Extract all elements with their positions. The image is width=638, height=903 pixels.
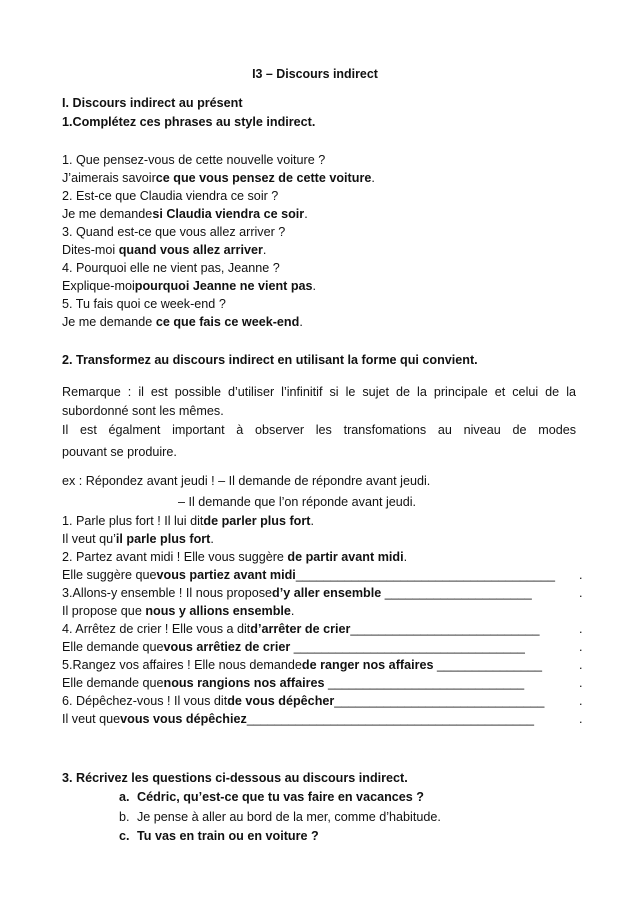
- section3-heading: 3. Récrivez les questions ci-dessous au discours indirect.: [62, 771, 408, 785]
- s2-row-11-period: .: [579, 694, 583, 708]
- remark-line-1: Remarque : il est possible d’utiliser l’infinitif si le sujet de la principale et celui de la: [62, 385, 576, 399]
- remark-line-4: pouvant se produire.: [62, 445, 177, 459]
- s2-row-1: 1. Parle plus fort ! Il lui ditde parler plus fort.: [62, 514, 314, 528]
- answer-blank: _____________________________________: [295, 568, 555, 582]
- s1-question-3: 3. Quand est-ce que vous allez arriver ?: [62, 225, 286, 239]
- s2-row-5: 3.Allons-y ensemble ! Il nous proposed’y aller ensemble _____________________: [62, 586, 532, 600]
- s1-answer-1: J’aimerais savoirce que vous pensez de cette voiture.: [62, 171, 375, 185]
- s1-question-5: 5. Tu fais quoi ce week-end ?: [62, 297, 226, 311]
- s2-row-6: Il propose que nous y allions ensemble.: [62, 604, 295, 618]
- s3-item-b-marker: b.: [119, 810, 130, 824]
- answer-blank: _______________: [433, 658, 543, 672]
- s3-item-c: Tu vas en train ou en voiture ?: [137, 829, 319, 843]
- section1-instruction: 1.Complétez ces phrases au style indirect.: [62, 115, 316, 129]
- section1-heading: I. Discours indirect au présent: [62, 96, 243, 110]
- s2-row-12-period: .: [579, 712, 583, 726]
- example-line-2: – Il demande que l’on réponde avant jeudi.: [178, 495, 417, 509]
- s3-item-b: Je pense à aller au bord de la mer, comme d’habitude.: [137, 810, 441, 824]
- s1-answer-4: Explique-moipourquoi Jeanne ne vient pas.: [62, 279, 317, 293]
- remark-line-2: subordonné sont les mêmes.: [62, 404, 224, 418]
- s1-answer-5: Je me demande ce que fais ce week-end.: [62, 315, 303, 329]
- s2-row-10-period: .: [579, 676, 583, 690]
- s1-question-2: 2. Est-ce que Claudia viendra ce soir ?: [62, 189, 279, 203]
- s2-row-8-period: .: [579, 640, 583, 654]
- remark-line-3: Il est égalment important à observer les transfomations au niveau de modes: [62, 423, 576, 437]
- example-line-1: ex : Répondez avant jeudi ! – Il demande de répondre avant jeudi.: [62, 474, 431, 488]
- s3-item-a: Cédric, qu’est-ce que tu vas faire en vacances ?: [137, 790, 424, 804]
- s1-answer-2: Je me demandesi Claudia viendra ce soir.: [62, 207, 308, 221]
- section2-heading: 2. Transformez au discours indirect en utilisant la forme qui convient.: [62, 353, 478, 367]
- s2-row-11: 6. Dépêchez-vous ! Il vous ditde vous dépêcher______________________________: [62, 694, 545, 708]
- page-title: I3 – Discours indirect: [252, 67, 378, 81]
- s2-row-4-period: .: [579, 568, 583, 582]
- answer-blank: _____________________: [381, 586, 532, 600]
- s2-row-9: 5.Rangez vos affaires ! Elle nous demandede ranger nos affaires _______________: [62, 658, 543, 672]
- s2-row-7: 4. Arrêtez de crier ! Elle vous a ditd’arrêter de crier___________________________: [62, 622, 540, 636]
- answer-blank: ______________________________: [334, 694, 545, 708]
- s1-question-1: 1. Que pensez-vous de cette nouvelle voiture ?: [62, 153, 326, 167]
- s2-row-8: Elle demande quevous arrêtiez de crier _________________________________: [62, 640, 525, 654]
- s1-question-4: 4. Pourquoi elle ne vient pas, Jeanne ?: [62, 261, 280, 275]
- s2-row-12: Il veut quevous vous dépêchiez_________________________________________: [62, 712, 534, 726]
- answer-blank: _________________________________: [290, 640, 525, 654]
- s3-item-c-marker: c.: [119, 829, 130, 843]
- s1-answer-3: Dites-moi quand vous allez arriver.: [62, 243, 267, 257]
- s2-row-2: Il veut qu’il parle plus fort.: [62, 532, 214, 546]
- s2-row-10: Elle demande quenous rangions nos affaires ____________________________: [62, 676, 525, 690]
- s2-row-9-period: .: [579, 658, 583, 672]
- s2-row-3: 2. Partez avant midi ! Elle vous suggère de partir avant midi.: [62, 550, 408, 564]
- answer-blank: _________________________________________: [246, 712, 534, 726]
- s2-row-7-period: .: [579, 622, 583, 636]
- answer-blank: ___________________________: [350, 622, 540, 636]
- s2-row-5-period: .: [579, 586, 583, 600]
- s2-row-4: Elle suggère quevous partiez avant midi_____________________________________: [62, 568, 555, 582]
- s3-item-a-marker: a.: [119, 790, 130, 804]
- answer-blank: ____________________________: [324, 676, 525, 690]
